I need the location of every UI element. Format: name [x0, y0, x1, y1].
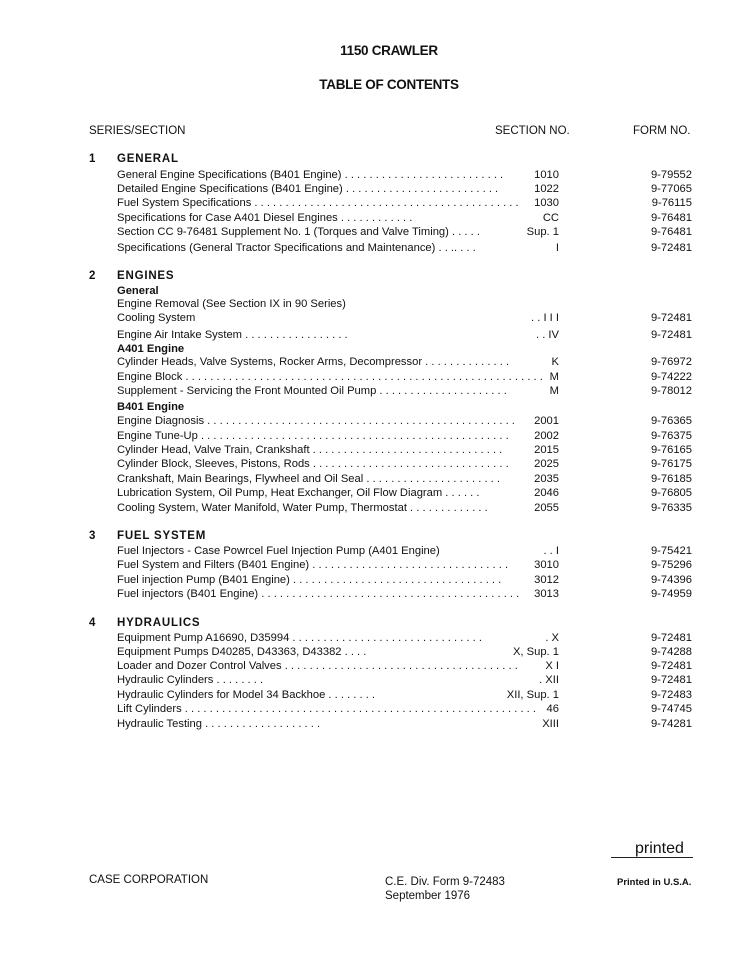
toc-entry — [0, 328, 741, 342]
toc-entry — [0, 342, 741, 356]
entry-title: Detailed Engine Specifications (B401 Engine) . . . . . . . . . . . . . . . . . . . . . . . . . — [117, 183, 499, 195]
entry-form-number: 9-72481 — [650, 312, 692, 324]
entry-title: Hydraulic Cylinders . . . . . . . . — [117, 674, 264, 686]
entry-section-number: X, Sup. 1 — [512, 646, 559, 658]
entry-section-number: XII, Sup. 1 — [506, 689, 559, 701]
entry-title: Hydraulic Cylinders for Model 34 Backhoe . . . . . . . . — [117, 689, 376, 701]
toc-entry — [0, 182, 741, 196]
printed-label: printed — [635, 840, 684, 857]
entry-section-number: 1022 — [534, 183, 559, 195]
entry-title: Fuel injection Pump (B401 Engine) . . . . . . . . . . . . . . . . . . . . . . . . . . . . . . . . . . — [117, 574, 502, 586]
toc-entry — [0, 501, 741, 515]
toc-entry — [0, 241, 741, 255]
toc-entry — [0, 168, 741, 182]
entry-form-number: 9-76175 — [650, 458, 692, 470]
entry-title: Lift Cylinders . . . . . . . . . . . . . . . . . . . . . . . . . . . . . . . . . . . . . . . . . . . . . . . . . . . . . . . . . — [117, 703, 537, 715]
column-header-series: SERIES/SECTION — [89, 125, 186, 137]
toc-entry — [0, 717, 741, 731]
subsection-heading: A401 Engine — [117, 343, 185, 355]
entry-section-number: 1010 — [534, 169, 559, 181]
entry-form-number: 9-76335 — [650, 502, 692, 514]
entry-form-number: 9-74396 — [650, 574, 692, 586]
entry-section-number: 1030 — [534, 197, 559, 209]
entry-section-number: . XII — [539, 674, 559, 686]
toc-entry — [0, 370, 741, 384]
entry-section-number: . . I I I — [531, 312, 559, 324]
footer-form: C.E. Div. Form 9-72483 — [385, 876, 505, 888]
entry-title: Equipment Pump A16690, D35994 . . . . . . . . . . . . . . . . . . . . . . . . . . . . . . . — [117, 632, 482, 644]
entry-title: Fuel System and Filters (B401 Engine) . . . . . . . . . . . . . . . . . . . . . . . . . . . . . . . . — [117, 559, 509, 571]
toc-entry — [0, 311, 741, 325]
section-title: GENERAL — [117, 153, 179, 165]
toc-entry — [0, 645, 741, 659]
toc-entry — [0, 558, 741, 572]
toc-entry — [0, 587, 741, 601]
toc-entry — [0, 284, 741, 298]
entry-section-number: 2002 — [534, 430, 559, 442]
section-number: 1 — [89, 153, 96, 165]
entry-form-number: 9-72481 — [650, 329, 692, 341]
entry-form-number: 9-76165 — [650, 444, 692, 456]
entry-section-number: 2015 — [534, 444, 559, 456]
entry-section-number: 3013 — [534, 588, 559, 600]
toc-entry — [0, 297, 741, 311]
entry-form-number: 9-74745 — [650, 703, 692, 715]
entry-section-number: M — [549, 371, 559, 383]
toc-entry — [0, 211, 741, 225]
toc-entry — [0, 414, 741, 428]
toc-entry — [0, 429, 741, 443]
entry-title: Engine Tune-Up . . . . . . . . . . . . . . . . . . . . . . . . . . . . . . . . . . . . . . . . . . . . . . . . . . — [117, 430, 509, 442]
entry-title: Crankshaft, Main Bearings, Flywheel and Oil Seal . . . . . . . . . . . . . . . . . . . . . . — [117, 473, 501, 485]
entry-section-number: 3012 — [534, 574, 559, 586]
toc-entry — [0, 355, 741, 369]
entry-form-number: 9-76375 — [650, 430, 692, 442]
subsection-heading: General — [117, 285, 159, 297]
entry-form-number: 9-75421 — [650, 545, 692, 557]
entry-form-number: 9-78012 — [650, 385, 692, 397]
entry-title: Cooling System, Water Manifold, Water Pump, Thermostat . . . . . . . . . . . . . — [117, 502, 488, 514]
toc-entry — [0, 457, 741, 471]
section-title: HYDRAULICS — [117, 617, 201, 629]
entry-section-number: M — [549, 385, 559, 397]
entry-title: General Engine Specifications (B401 Engine) . . . . . . . . . . . . . . . . . . . . . . . . . . — [117, 169, 504, 181]
entry-title: Fuel System Specifications . . . . . . . . . . . . . . . . . . . . . . . . . . . . . . . . . . . . . . . . . . . — [117, 197, 519, 209]
entry-section-number: 2035 — [534, 473, 559, 485]
entry-form-number: 9-72481 — [650, 632, 692, 644]
toc-entry — [0, 544, 741, 558]
toc-entry — [0, 196, 741, 210]
entry-title: Hydraulic Testing . . . . . . . . . . . . . . . . . . . — [117, 718, 321, 730]
entry-form-number: 9-76481 — [650, 212, 692, 224]
toc-entry — [0, 384, 741, 398]
toc-entry — [0, 573, 741, 587]
entry-form-number: 9-72481 — [650, 660, 692, 672]
entry-form-number: 9-74222 — [650, 371, 692, 383]
entry-form-number: 9-76805 — [650, 487, 692, 499]
entry-title: Cylinder Block, Sleeves, Pistons, Rods . . . . . . . . . . . . . . . . . . . . . . . . . . . . . . . . — [117, 458, 509, 470]
entry-title: Engine Diagnosis . . . . . . . . . . . . . . . . . . . . . . . . . . . . . . . . . . . . . . . . . . . . . . . . . . — [117, 415, 515, 427]
footer-company: CASE CORPORATION — [89, 874, 209, 886]
entry-section-number: 3010 — [534, 559, 559, 571]
footer-date: September 1976 — [385, 890, 471, 902]
section-number: 2 — [89, 270, 96, 282]
entry-title: Cylinder Heads, Valve Systems, Rocker Arms, Decompressor . . . . . . . . . . . . . . — [117, 356, 510, 368]
column-header-form: FORM NO. — [633, 125, 691, 137]
entry-title: Specifications for Case A401 Diesel Engines . . . . . . . . . . . . — [117, 212, 413, 224]
entry-form-number: 9-75296 — [650, 559, 692, 571]
entry-title: Fuel injectors (B401 Engine) . . . . . . . . . . . . . . . . . . . . . . . . . . . . . . . . . . . . . . . . . . — [117, 588, 520, 600]
entry-title: Engine Removal (See Section IX in 90 Series) — [117, 298, 346, 310]
entry-form-number: 9-76972 — [650, 356, 692, 368]
entry-section-number: 2025 — [534, 458, 559, 470]
toc-entry — [0, 472, 741, 486]
toc-entry — [0, 702, 741, 716]
entry-form-number: 9-72481 — [650, 242, 692, 254]
entry-form-number: 9-74288 — [650, 646, 692, 658]
entry-form-number: 9-76481 — [650, 226, 692, 238]
entry-title: Cooling System — [117, 312, 196, 324]
entry-form-number: 9-76115 — [651, 197, 692, 209]
entry-title: Engine Air Intake System . . . . . . . . . . . . . . . . . — [117, 329, 348, 341]
entry-title: Lubrication System, Oil Pump, Heat Exchanger, Oil Flow Diagram . . . . . . — [117, 487, 480, 499]
subsection-heading: B401 Engine — [117, 401, 185, 413]
entry-title: Cylinder Head, Valve Train, Crankshaft . . . . . . . . . . . . . . . . . . . . . . . . . . . . . . . — [117, 444, 503, 456]
toc-entry — [0, 688, 741, 702]
document-subtitle: TABLE OF CONTENTS — [319, 77, 459, 92]
entry-section-number: I — [555, 242, 559, 254]
toc-entry — [0, 225, 741, 239]
entry-section-number: Sup. 1 — [526, 226, 559, 238]
entry-title: Specifications (General Tractor Specifications and Maintenance) . . .. . . . — [117, 242, 476, 254]
entry-form-number: 9-74281 — [650, 718, 692, 730]
entry-section-number: 46 — [546, 703, 559, 715]
toc-entry — [0, 400, 741, 414]
entry-section-number: 2001 — [534, 415, 559, 427]
column-header-section: SECTION NO. — [495, 125, 570, 137]
entry-section-number: . X — [545, 632, 559, 644]
section-number: 4 — [89, 617, 96, 629]
toc-entry — [0, 486, 741, 500]
toc-entry — [0, 673, 741, 687]
section-number: 3 — [89, 530, 96, 542]
section-title: ENGINES — [117, 270, 175, 282]
entry-section-number: K — [551, 356, 559, 368]
entry-form-number: 9-79552 — [650, 169, 692, 181]
entry-form-number: 9-77065 — [650, 183, 692, 195]
entry-form-number: 9-72481 — [650, 674, 692, 686]
entry-title: Equipment Pumps D40285, D43363, D43382 . . . . — [117, 646, 367, 658]
toc-entry — [0, 443, 741, 457]
entry-form-number: 9-72483 — [650, 689, 692, 701]
section-title: FUEL SYSTEM — [117, 530, 207, 542]
entry-title: Loader and Dozer Control Valves . . . . . . . . . . . . . . . . . . . . . . . . . . . . . . . . . . . . . . — [117, 660, 518, 672]
entry-section-number: . . I — [543, 545, 559, 557]
entry-form-number: 9-76365 — [650, 415, 692, 427]
entry-title: Supplement - Servicing the Front Mounted Oil Pump . . . . . . . . . . . . . . . . . . . . . — [117, 385, 507, 397]
entry-title: Fuel Injectors - Case Powrcel Fuel Injection Pump (A401 Engine) — [117, 545, 440, 557]
entry-section-number: XIII — [542, 718, 559, 730]
entry-section-number: . . IV — [535, 329, 559, 341]
entry-section-number: 2055 — [534, 502, 559, 514]
entry-form-number: 9-74959 — [650, 588, 692, 600]
entry-form-number: 9-76185 — [650, 473, 692, 485]
entry-section-number: X I — [545, 660, 559, 672]
entry-section-number: CC — [542, 212, 559, 224]
toc-entry — [0, 631, 741, 645]
toc-entry — [0, 659, 741, 673]
footer-printed-in: Printed in U.S.A. — [617, 877, 692, 888]
entry-section-number: 2046 — [534, 487, 559, 499]
entry-title: Section CC 9-76481 Supplement No. 1 (Torques and Valve Timing) . . . . . — [117, 226, 480, 238]
entry-title: Engine Block . . . . . . . . . . . . . . . . . . . . . . . . . . . . . . . . . . . . . . . . . . . . . . . . . . . . . . . . . . — [117, 371, 543, 383]
document-title: 1150 CRAWLER — [340, 43, 438, 58]
